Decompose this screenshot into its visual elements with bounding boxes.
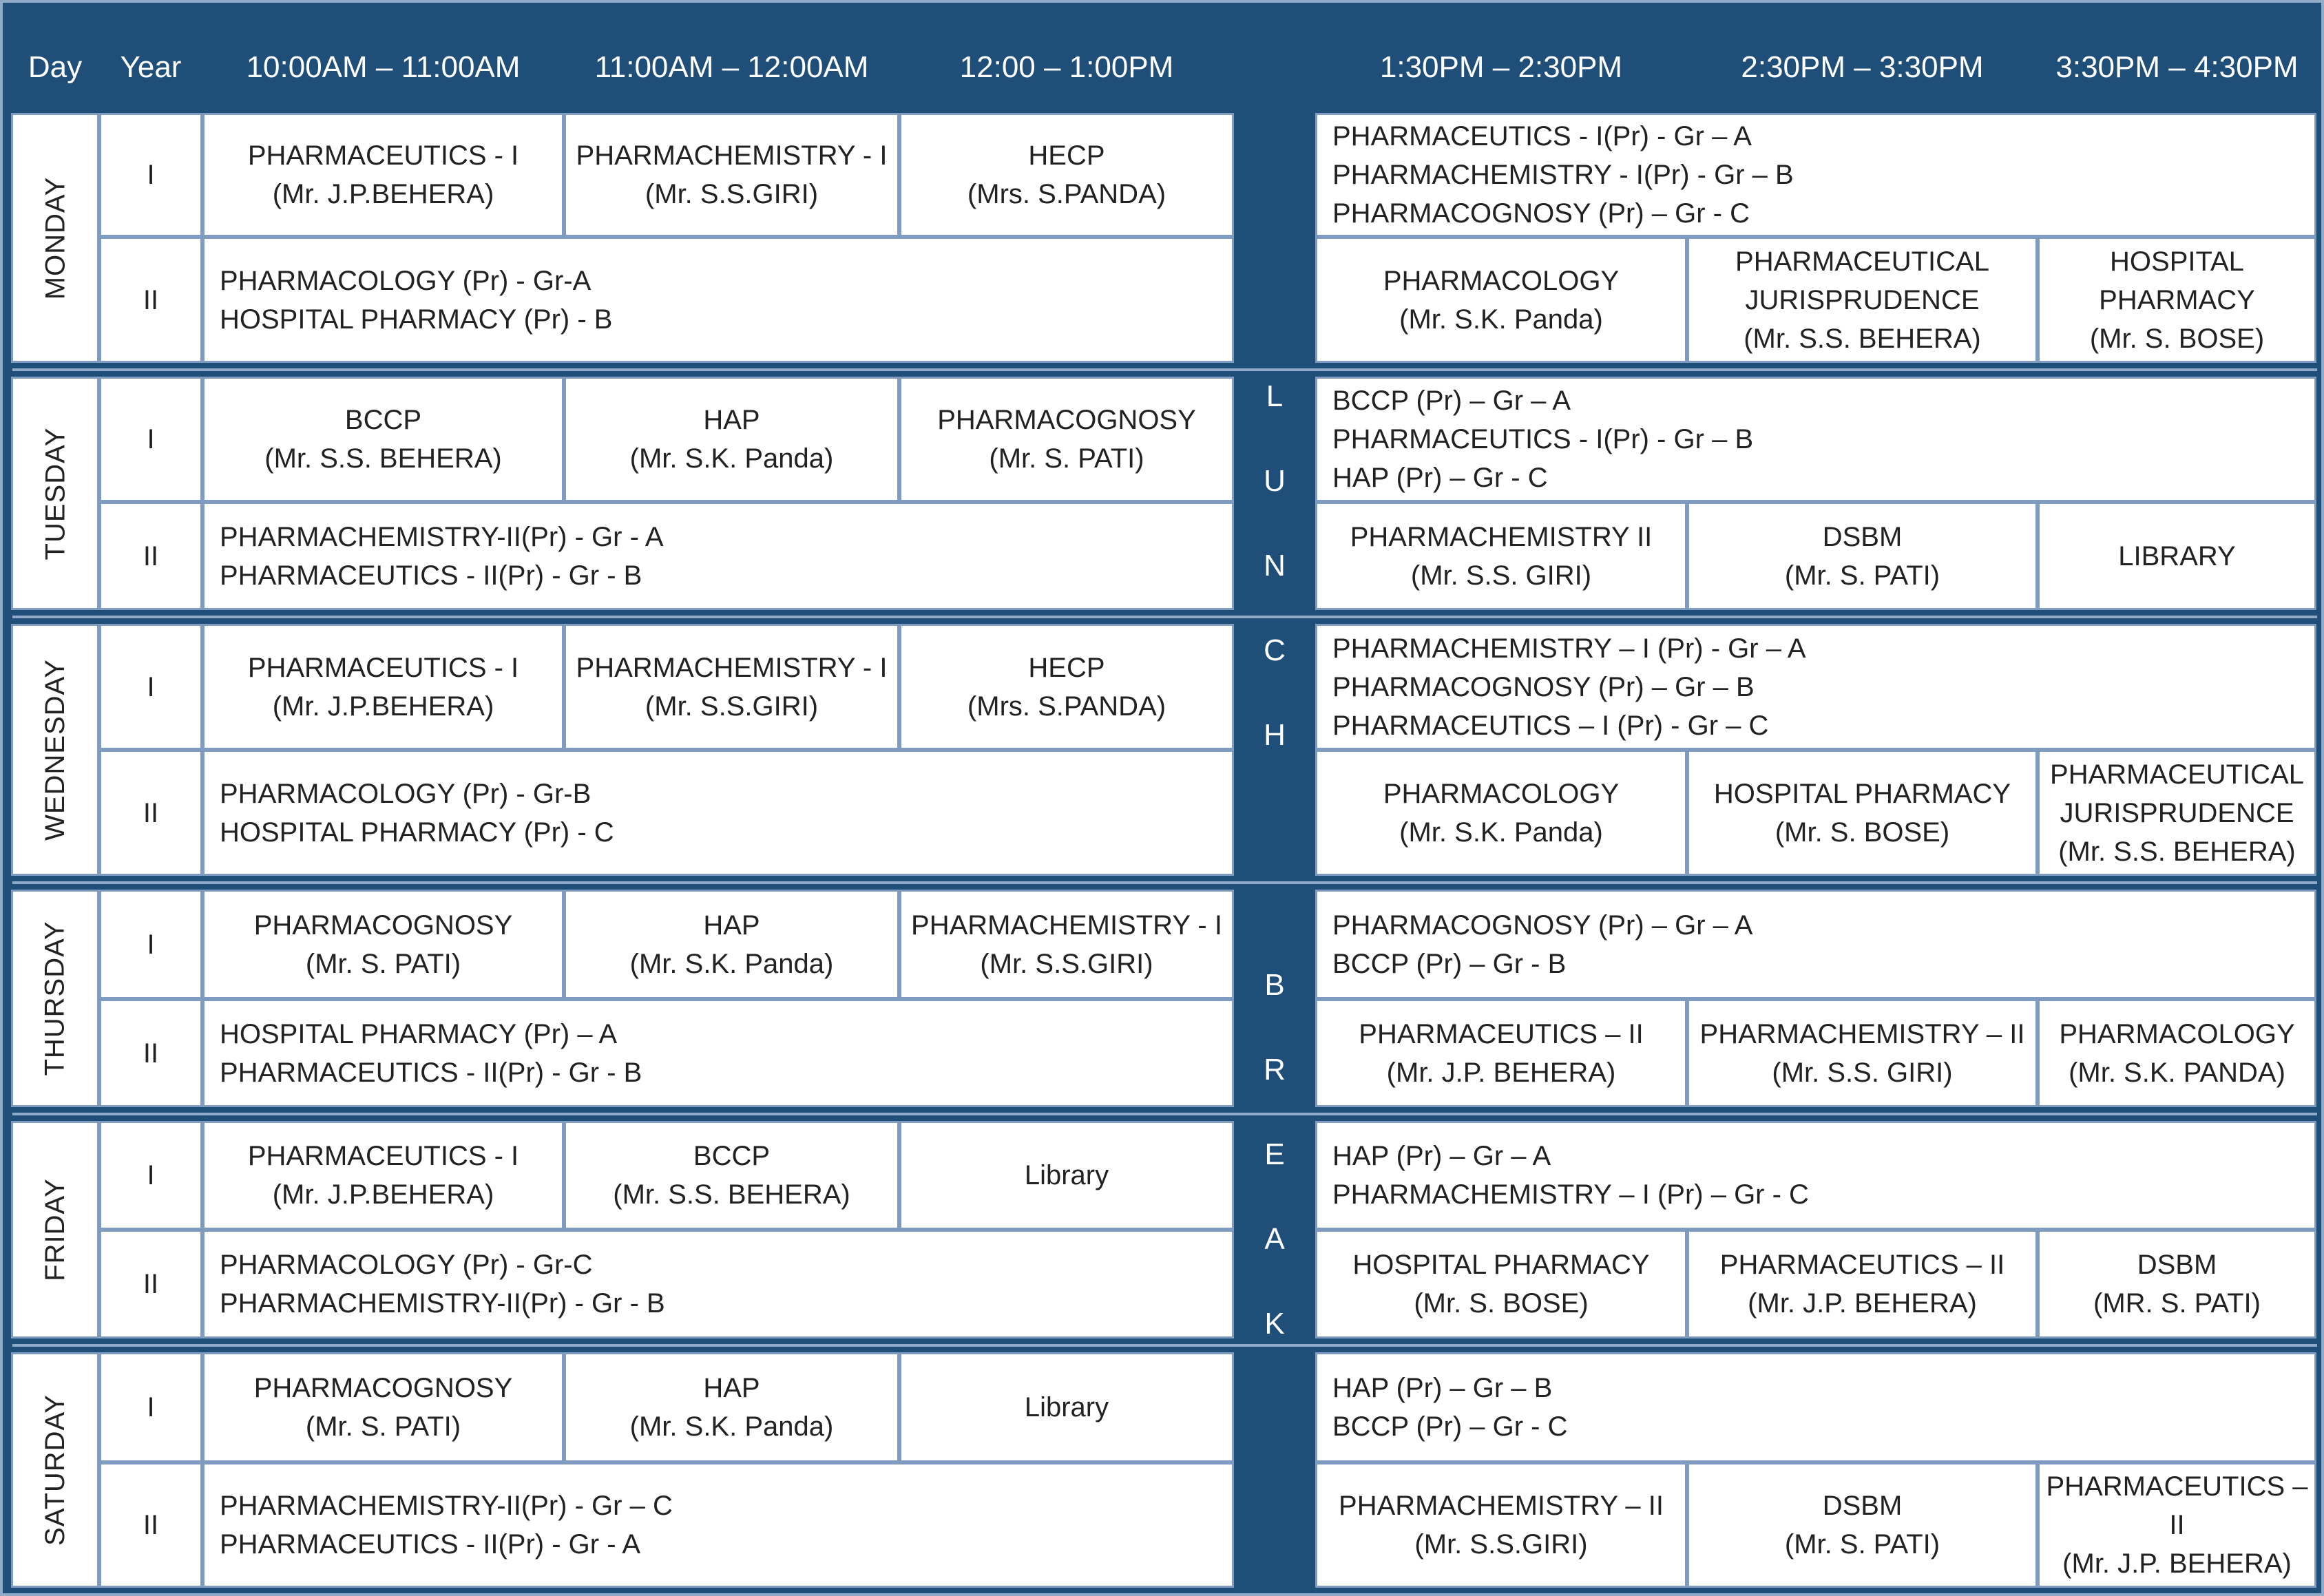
day-name: TUESDAY (40, 427, 70, 560)
year-cell: I (99, 377, 202, 502)
day-name: THURSDAY (40, 921, 70, 1076)
day-divider (12, 1113, 2317, 1115)
year-cell: II (99, 502, 202, 610)
year-cell: I (99, 624, 202, 750)
year-cell: II (99, 999, 202, 1107)
class-cell: PHARMACOGNOSY (Mr. S. PATI) (899, 377, 1234, 502)
class-cell: HECP (Mrs. S.PANDA) (899, 113, 1234, 237)
header-slot-1: 10:00AM – 11:00AM (246, 50, 521, 84)
class-cell: PHARMACOLOGY (Mr. S.K. PANDA) (2038, 999, 2316, 1107)
practical-cell: HOSPITAL PHARMACY (Pr) – A PHARMACEUTICS - II(Pr) - Gr - B (202, 999, 1234, 1107)
practical-cell: PHARMACOLOGY (Pr) - Gr-A HOSPITAL PHARMACY (Pr) - B (202, 237, 1234, 363)
day-divider (12, 368, 2317, 371)
class-cell: HAP (Mr. S.K. Panda) (564, 890, 899, 999)
class-cell: PHARMACEUTICS - I (Mr. J.P.BEHERA) (202, 113, 564, 237)
day-divider (12, 881, 2317, 884)
class-cell: HAP (Mr. S.K. Panda) (564, 377, 899, 502)
lunch-letter: R (1264, 1053, 1286, 1086)
class-cell: PHARMACEUTICS - I (Mr. J.P.BEHERA) (202, 624, 564, 750)
lunch-letter: N (1264, 549, 1286, 582)
header-slot-6: 3:30PM – 4:30PM (2055, 50, 2299, 84)
lunch-letter: B (1264, 968, 1285, 1002)
class-cell: PHARMACEUTICAL JURISPRUDENCE (Mr. S.S. BEHERA) (2038, 750, 2316, 876)
header-slot-5: 2:30PM – 3:30PM (1741, 50, 1984, 84)
class-cell: PHARMACOGNOSY (Mr. S. PATI) (202, 890, 564, 999)
class-cell: Library (899, 1121, 1234, 1230)
class-cell: HOSPITAL PHARMACY (Mr. S. BOSE) (1315, 1230, 1687, 1338)
class-cell: PHARMACOLOGY (Mr. S.K. Panda) (1315, 237, 1687, 363)
class-cell: PHARMACEUTICS - I (Mr. J.P.BEHERA) (202, 1121, 564, 1230)
class-cell: LIBRARY (2038, 502, 2316, 610)
day-name: WEDNESDAY (40, 659, 70, 841)
year-cell: I (99, 113, 202, 237)
day-divider (12, 616, 2317, 618)
day-label-cell (11, 1121, 99, 1338)
practical-cell: HAP (Pr) – Gr – A PHARMACHEMISTRY – I (Pr) – Gr - C (1315, 1121, 2316, 1230)
class-cell: PHARMACOGNOSY (Mr. S. PATI) (202, 1352, 564, 1462)
day-label-cell (11, 377, 99, 610)
year-cell: II (99, 1230, 202, 1338)
class-cell: PHARMACHEMISTRY - I (Mr. S.S.GIRI) (899, 890, 1234, 999)
practical-cell: HAP (Pr) – Gr – B BCCP (Pr) – Gr - C (1315, 1352, 2316, 1462)
class-cell: PHARMACHEMISTRY - I (Mr. S.S.GIRI) (564, 624, 899, 750)
practical-cell: PHARMACHEMISTRY-II(Pr) - Gr – C PHARMACEUTICS - II(Pr) - Gr - A (202, 1462, 1234, 1588)
practical-cell: PHARMACOLOGY (Pr) - Gr-C PHARMACHEMISTRY-II(Pr) - Gr - B (202, 1230, 1234, 1338)
class-cell: PHARMACEUTICAL JURISPRUDENCE (Mr. S.S. BEHERA) (1687, 237, 2038, 363)
class-cell: HAP (Mr. S.K. Panda) (564, 1352, 899, 1462)
day-label-cell (11, 1352, 99, 1588)
class-cell: PHARMACEUTICS – II (Mr. J.P. BEHERA) (1315, 999, 1687, 1107)
day-label-cell (11, 624, 99, 876)
practical-cell: BCCP (Pr) – Gr – A PHARMACEUTICS - I(Pr) - Gr – B HAP (Pr) – Gr - C (1315, 377, 2316, 502)
header-day: Day (28, 50, 83, 84)
class-cell: PHARMACOLOGY (Mr. S.K. Panda) (1315, 750, 1687, 876)
lunch-letter: C (1264, 633, 1286, 667)
header-year: Year (120, 50, 182, 84)
lunch-letter: E (1264, 1137, 1285, 1171)
class-cell: PHARMACHEMISTRY – II (Mr. S.S. GIRI) (1687, 999, 2038, 1107)
year-cell: II (99, 237, 202, 363)
class-cell: DSBM (Mr. S. PATI) (1687, 502, 2038, 610)
class-cell: BCCP (Mr. S.S. BEHERA) (564, 1121, 899, 1230)
practical-cell: PHARMACOLOGY (Pr) - Gr-B HOSPITAL PHARMACY (Pr) - C (202, 750, 1234, 876)
class-cell: PHARMACHEMISTRY – II (Mr. S.S.GIRI) (1315, 1462, 1687, 1588)
class-cell: PHARMACHEMISTRY II (Mr. S.S. GIRI) (1315, 502, 1687, 610)
class-cell: PHARMACEUTICS – II (Mr. J.P. BEHERA) (1687, 1230, 2038, 1338)
day-label-cell (11, 113, 99, 363)
lunch-letter: L (1266, 379, 1284, 413)
year-cell: I (99, 1121, 202, 1230)
class-cell: Library (899, 1352, 1234, 1462)
year-cell: II (99, 750, 202, 876)
day-name: SATURDAY (40, 1394, 70, 1546)
practical-cell: PHARMACOGNOSY (Pr) – Gr – A BCCP (Pr) – Gr - B (1315, 890, 2316, 999)
day-name: FRIDAY (40, 1178, 70, 1281)
class-cell: PHARMACEUTICS – II (Mr. J.P. BEHERA) (2038, 1462, 2316, 1588)
year-cell: I (99, 1352, 202, 1462)
class-cell: PHARMACHEMISTRY - I (Mr. S.S.GIRI) (564, 113, 899, 237)
practical-cell: PHARMACHEMISTRY – I (Pr) - Gr – A PHARMACOGNOSY (Pr) – Gr – B PHARMACEUTICS – I (Pr) - Gr – C (1315, 624, 2316, 750)
lunch-letter: U (1264, 464, 1286, 498)
class-cell: HOSPITAL PHARMACY (Mr. S. BOSE) (2038, 237, 2316, 363)
day-divider (12, 1344, 2317, 1347)
class-cell: DSBM (Mr. S. PATI) (1687, 1462, 2038, 1588)
day-name: MONDAY (40, 176, 71, 300)
lunch-break-label (1234, 354, 1315, 1366)
class-cell: DSBM (MR. S. PATI) (2038, 1230, 2316, 1338)
header-slot-2: 11:00AM – 12:00AM (594, 50, 869, 84)
class-cell: HOSPITAL PHARMACY (Mr. S. BOSE) (1687, 750, 2038, 876)
header-slot-3: 12:00 – 1:00PM (959, 50, 1174, 84)
lunch-letter: A (1264, 1222, 1285, 1256)
lunch-letter: H (1264, 718, 1286, 752)
header-slot-4: 1:30PM – 2:30PM (1379, 50, 1623, 84)
practical-cell: PHARMACHEMISTRY-II(Pr) - Gr - A PHARMACEUTICS - II(Pr) - Gr - B (202, 502, 1234, 610)
year-cell: II (99, 1462, 202, 1588)
lunch-letter: K (1264, 1307, 1285, 1341)
class-cell: HECP (Mrs. S.PANDA) (899, 624, 1234, 750)
class-cell: BCCP (Mr. S.S. BEHERA) (202, 377, 564, 502)
practical-cell: PHARMACEUTICS - I(Pr) - Gr – A PHARMACHEMISTRY - I(Pr) - Gr – B PHARMACOGNOSY (Pr) – Gr - C (1315, 113, 2316, 237)
day-label-cell (11, 890, 99, 1107)
year-cell: I (99, 890, 202, 999)
